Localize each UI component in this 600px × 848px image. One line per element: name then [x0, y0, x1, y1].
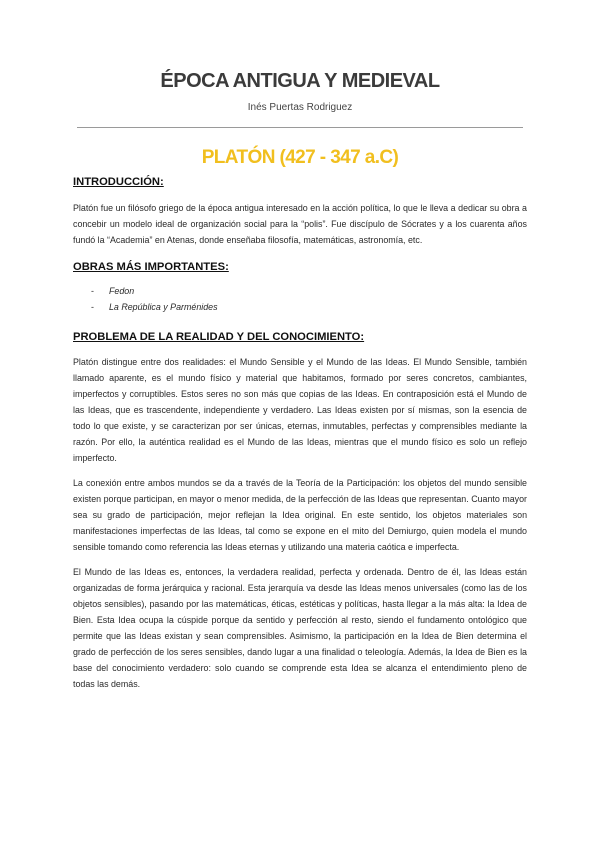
problem-paragraph-3: El Mundo de las Ideas es, entonces, la verdadera realidad, perfecta y ordenada. Dentro de él, las Ideas están organizadas de forma jerárquica y racional. Esta jerarquía va desde las Ideas menos universales (como las de los objetos sensibles), pasando por las matemáticas, éticas, estéticas y políticas, hasta llegar a la más alta: la Idea de Bien. Esta Idea ocupa la cúspide porque da sentido y perfección al resto, siendo el fundamento ontológico que permite que las Ideas existan y sean comprensibles. Asimismo, la participación en la Idea de Bien determina el grado de perfección de los seres sensibles, dando lugar a una finalidad o teleología. Además, la Idea de Bien es la base del conocimiento verdadero: solo cuando se comprende esta Idea se alcanza el entendimiento pleno de todas las demás. [73, 567, 527, 689]
list-item [91, 299, 527, 315]
problem-heading: PROBLEMA DE LA REALIDAD Y DEL CONOCIMIENTO: [73, 331, 365, 343]
problem-paragraph-1: Platón distingue entre dos realidades: el Mundo Sensible y el Mundo de las Ideas. El Mundo Sensible, también llamado aparente, es el mundo físico y material que habitamos, formado por seres concretos, cambiantes, imperfectos y corruptibles. Estos seres no son más que copias de las Ideas. En contraposición está el Mundo de las Ideas, que es trascendente, independiente y verdadero. Las Ideas existen por sí mismas, son la esencia de todo lo que existe, y se caracterizan por ser únicas, eternas, inmutables, perfectas y comprensibles mediante la razón. Por ello, la auténtica realidad es el Mundo de las Ideas, mientras que el mundo físico es solo un reflejo imperfecto. [73, 357, 527, 463]
intro-heading: INTRODUCCIÓN: [73, 176, 164, 188]
document-title: ÉPOCA ANTIGUA Y MEDIEVAL [160, 70, 440, 92]
work-title: La República y Parménides [109, 302, 218, 312]
intro-paragraph: Platón fue un filósofo griego de la época antigua interesado en la acción política, lo que le lleva a dedicar su obra a concebir un modelo ideal de organización social para la “polis”. Fue discípulo de Sócrates y a los cuarenta años fundó la “Academia” en Atenas, donde enseñaba filosofía, matemáticas, astronomía, etc. [73, 203, 527, 245]
work-title: Fedon [109, 286, 135, 296]
document-author: Inés Puertas Rodriguez [247, 102, 353, 113]
list-item [91, 283, 527, 299]
works-list [73, 283, 527, 315]
problem-paragraph-2: La conexión entre ambos mundos se da a través de la Teoría de la Participación: los objetos del mundo sensible existen porque participan, en mayor o menor medida, de la perfección de las Ideas que representan. Cuanto mayor sea su grado de participación, mejor reflejan la Idea original. En este sentido, los objetos materiales son manifestaciones imperfectas de las Ideas, tal como se expone en el mito del Demiurgo, quien modela el mundo sensible tomando como referencia las Ideas eternas y utilizando una materia caótica e imperfecta. [73, 478, 527, 552]
works-heading: OBRAS MÁS IMPORTANTES: [73, 261, 229, 273]
header-divider [77, 127, 523, 128]
document-body [73, 174, 527, 701]
list-dash: - [91, 286, 94, 296]
section-title: PLATÓN (427 - 347 a.C) [201, 147, 399, 168]
list-dash: - [91, 302, 94, 312]
